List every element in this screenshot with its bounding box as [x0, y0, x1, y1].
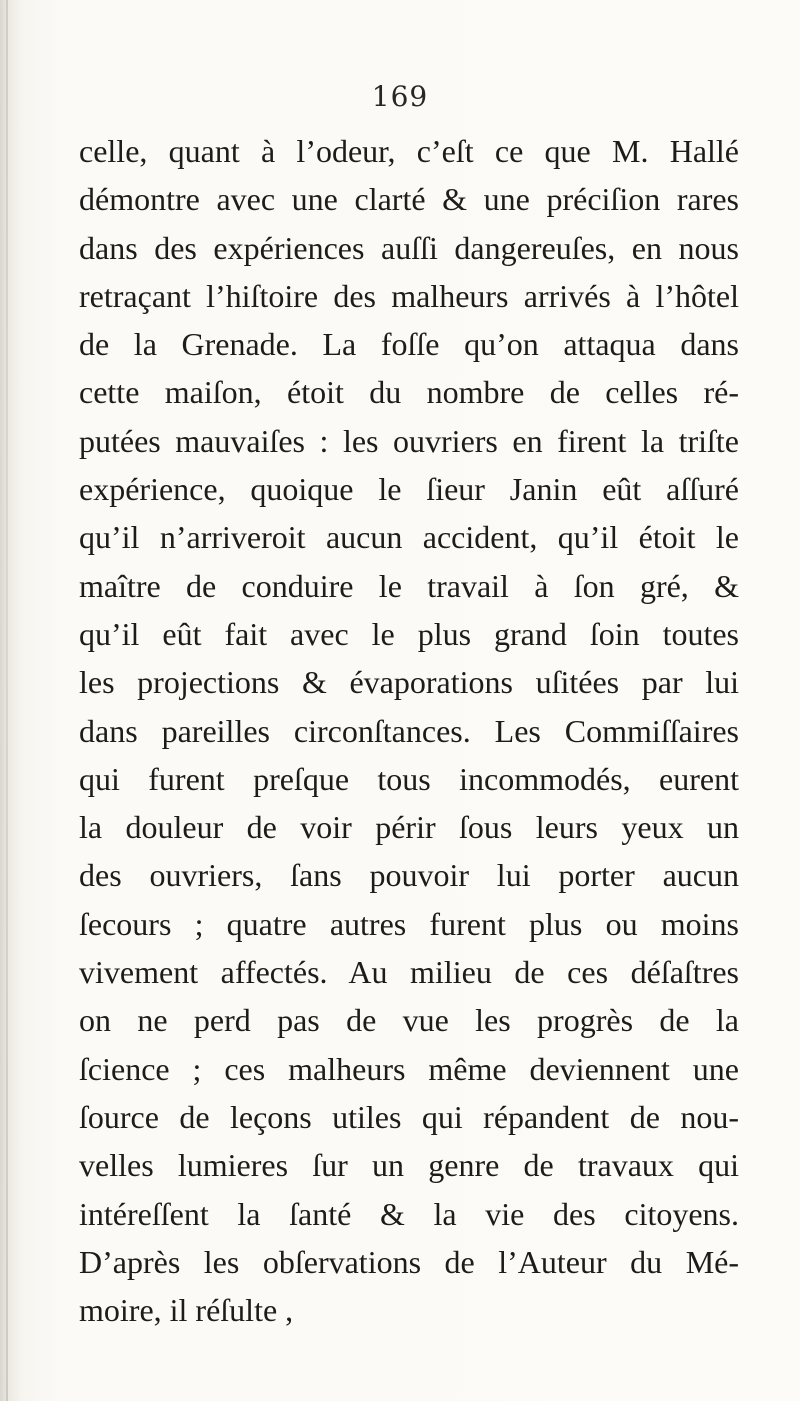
- text-line: ſcience ; ces malheurs même deviennent une: [79, 1050, 739, 1087]
- text-line: D’après les obſervations de l’Auteur du Mé-: [79, 1243, 739, 1280]
- text-line: ſource de leçons utiles qui répandent de nou-: [79, 1098, 739, 1135]
- text-line: velles lumieres ſur un genre de travaux qui: [79, 1147, 739, 1184]
- text-line: intéreſſent la ſanté & la vie des citoyens.: [79, 1195, 739, 1232]
- text-line: dans pareilles circonſtances. Les Commiſſaires: [79, 712, 739, 749]
- text-line: on ne perd pas de vue les progrès de la: [79, 1002, 739, 1039]
- body-text: [79, 127, 739, 1334]
- text-line: qu’il eût fait avec le plus grand ſoin toutes: [79, 615, 739, 652]
- text-line: des ouvriers, ſans pouvoir lui porter aucun: [79, 857, 739, 894]
- text-line: celle, quant à l’odeur, c’eſt ce que M. Hallé: [79, 133, 739, 169]
- text-line: la douleur de voir périr ſous leurs yeux un: [79, 809, 739, 846]
- text-line: putées mauvaiſes : les ouvriers en firent la triſte: [79, 422, 739, 459]
- text-line: ſecours ; quatre autres furent plus ou moins: [79, 905, 739, 942]
- text-line: qui furent preſque tous incommodés, eurent: [79, 760, 739, 797]
- text-line: expérience, quoique le ſieur Janin eût aſſuré: [79, 471, 739, 508]
- text-line: vivement affectés. Au milieu de ces déſaſtres: [79, 954, 739, 991]
- page-number: 169: [371, 80, 429, 113]
- page-gutter-shadow: [6, 0, 8, 1401]
- text-line: dans des expériences auſſi dangereuſes, en nous: [79, 229, 739, 266]
- text-line: les projections & évaporations uſitées par lui: [79, 664, 739, 701]
- text-line: de la Grenade. La foſſe qu’on attaqua dans: [79, 326, 739, 363]
- text-line: maître de conduire le travail à ſon gré, &: [79, 567, 739, 604]
- text-line: retraçant l’hiſtoire des malheurs arrivés à l’hôtel: [79, 277, 739, 314]
- text-line: cette maiſon, étoit du nombre de celles ré-: [79, 374, 739, 411]
- text-line: démontre avec une clarté & une préciſion rares: [79, 181, 739, 218]
- text-line: moire, il réſulte ,: [79, 1292, 294, 1329]
- text-line: qu’il n’arriveroit aucun accident, qu’il étoit le: [79, 519, 739, 556]
